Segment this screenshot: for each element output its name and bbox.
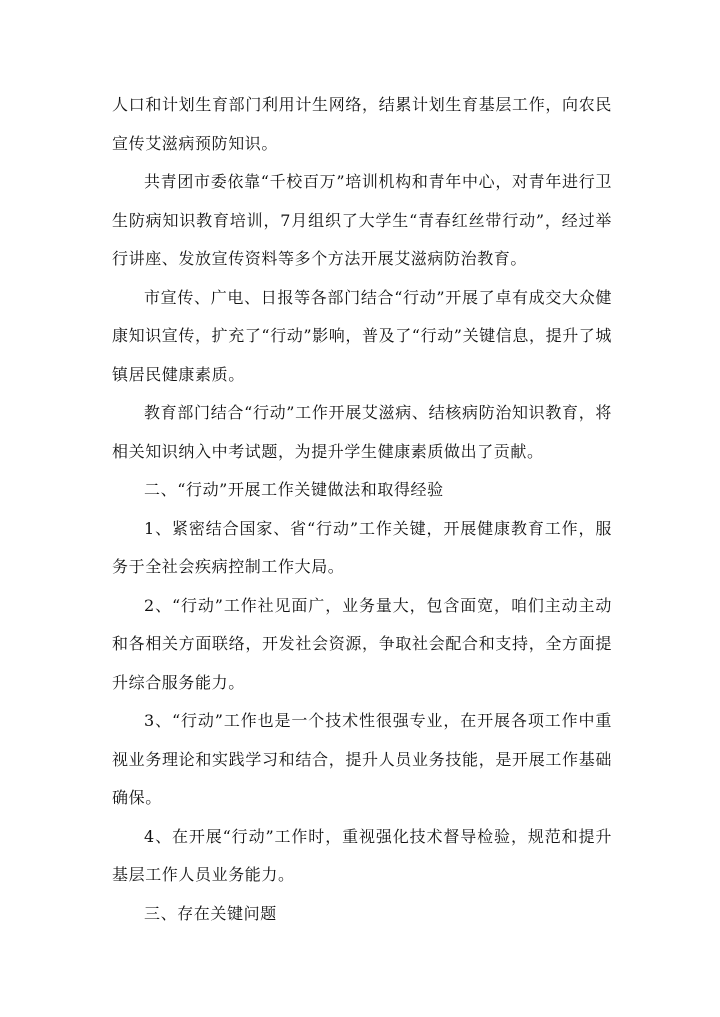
list-item-1: 1、紧密结合国家、省“行动”工作关键，开展健康教育工作，服务于全社会疾病控制工作大局。 — [112, 518, 612, 576]
paragraph-family-planning: 人口和计划生育部门利用计生网络，结累计划生育基层工作，向农民宣传艾滋病预防知识。 — [112, 95, 612, 153]
list-item-2: 2、“行动”工作社见面广，业务量大，包含面宽，咱们主动主动和各相关方面联络，开发社会资源，争取社会配合和支持，全方面提升综合服务能力。 — [112, 595, 612, 692]
section-heading-problems: 三、存在关键问题 — [144, 903, 277, 923]
document-body — [112, 86, 612, 933]
section-heading-practices: 二、“行动”开展工作关键做法和取得经验 — [144, 480, 444, 499]
list-item-3: 3、“行动”工作也是一个技术性很强专业，在开展各项工作中重视业务理论和实践学习和结合，提升人员业务技能，是开展工作基础确保。 — [112, 711, 612, 807]
paragraph-education-dept: 教育部门结合“行动”工作开展艾滋病、结核病防治知识教育，将相关知识纳入中考试题，为提升学生健康素质做出了贡献。 — [112, 403, 612, 461]
paragraph-youth-league: 共青团市委依靠“千校百万”培训机构和青年中心，对青年进行卫生防病知识教育培训，7月组织了大学生“青春红丝带行动”，经过举行讲座、发放宣传资料等多个方法开展艾滋病防治教育。 — [112, 172, 612, 268]
list-item-4: 4、在开展“行动”工作时，重视强化技术督导检验，规范和提升基层工作人员业务能力。 — [112, 826, 612, 884]
paragraph-media-publicity: 市宣传、广电、日报等各部门结合“行动”开展了卓有成交大众健康知识宣传，扩充了“行动”影响，普及了“行动”关键信息，提升了城镇居民健康素质。 — [112, 287, 612, 384]
